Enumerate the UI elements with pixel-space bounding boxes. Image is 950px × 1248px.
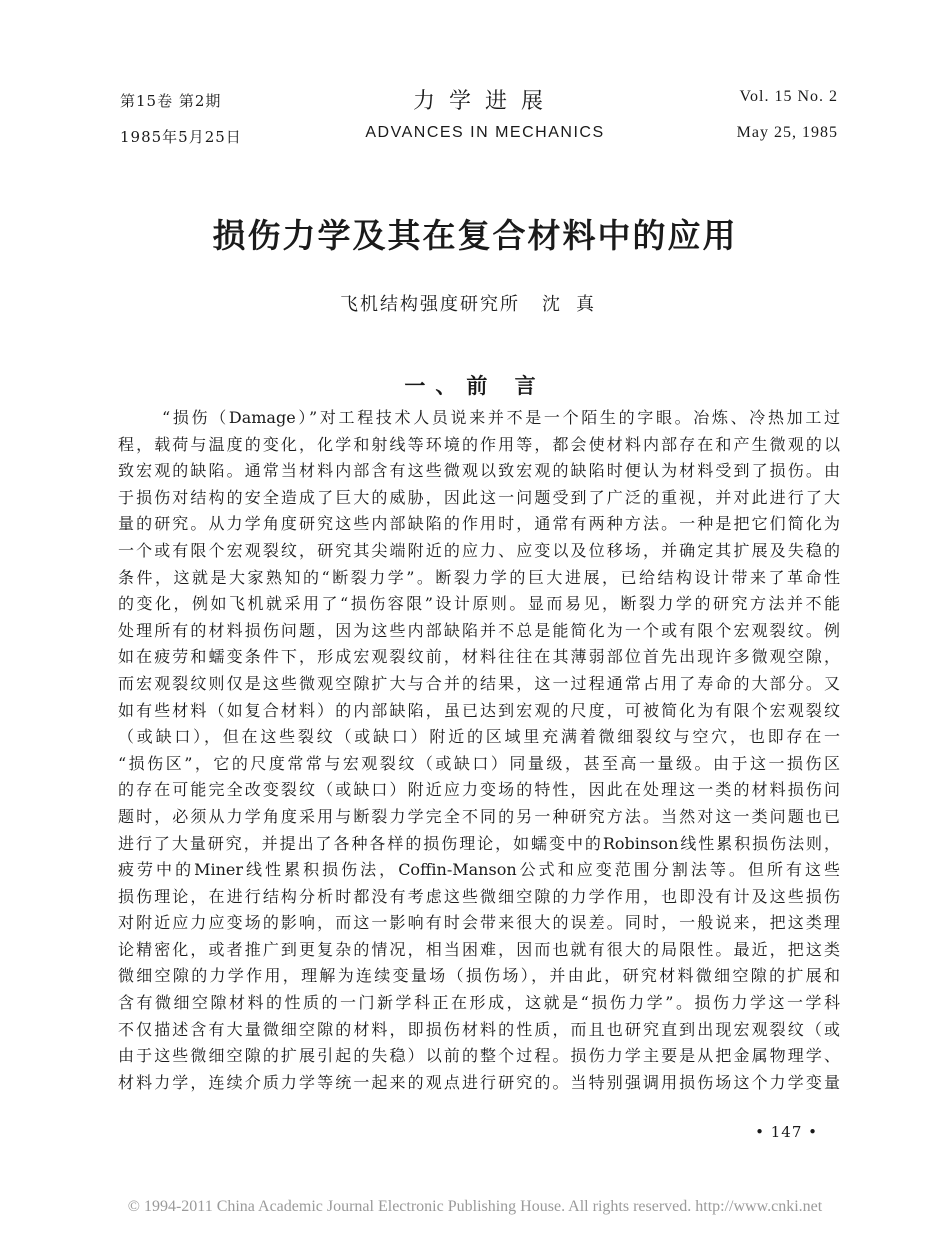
- author-affiliation: 飞机结构强度研究所: [340, 294, 520, 315]
- text-line: 如在疲劳和蠕变条件下，形成宏观裂纹前，材料往往在其薄弱部位首先出现许多微观空隙，: [118, 647, 840, 667]
- text-line: 微细空隙的力学作用，理解为连续变量场（损伤场），并由此，研究材料微细空隙的扩展和: [118, 966, 840, 986]
- text-line: 条件，这就是大家熟知的“断裂力学”。断裂力学的巨大进展，已给结构设计带来了革命性: [118, 567, 840, 587]
- author-name: 沈真: [542, 294, 610, 315]
- text-line: 进行了大量研究，并提出了各种各样的损伤理论，如蠕变中的Robinson线性累积损伤法则，: [118, 833, 840, 853]
- publication-date-en: May 25, 1985: [736, 124, 838, 141]
- text-line: 题时，必须从力学角度采用与断裂力学完全不同的另一种研究方法。当然对这一类问题也已: [118, 806, 840, 826]
- text-line: 一个或有限个宏观裂纹，研究其尖端附近的应力、应变以及位移场，并确定其扩展及失稳的: [118, 540, 840, 560]
- text-line: 处理所有的材料损伤问题，因为这些内部缺陷并不总是能简化为一个或有限个宏观裂纹。例: [118, 620, 840, 640]
- page-number: • 147 •: [755, 1123, 818, 1141]
- text-line: 疲劳中的Miner线性累积损伤法，Coffin-Manson公式和应变范围分割法等。但所有这些: [118, 860, 840, 880]
- text-line: 致宏观的缺陷。通常当材料内部含有这些微观以致宏观的缺陷时便认为材料受到了损伤。由: [118, 461, 840, 481]
- text-line: 论精密化，或者推广到更复杂的情况，相当困难，因而也就有很大的局限性。最近，把这类: [118, 939, 840, 959]
- volume-issue-en: Vol. 15 No. 2: [739, 88, 838, 105]
- text-line: （或缺口），但在这些裂纹（或缺口）附近的区域里充满着微细裂纹与空穴，也即存在一: [118, 727, 840, 747]
- journal-header: [0, 82, 950, 152]
- journal-title-cn: 力学进展: [412, 89, 557, 114]
- journal-title-en: ADVANCES IN MECHANICS: [365, 124, 605, 141]
- text-line: 含有微细空隙材料的性质的一门新学科正在形成，这就是“损伤力学”。损伤力学这一学科: [118, 993, 840, 1013]
- paper-title: 损伤力学及其在复合材料中的应用: [212, 216, 738, 255]
- text-line: 损伤理论，在进行结构分析时都没有考虑这些微细空隙的力学作用，也即没有计及这些损伤: [118, 886, 840, 906]
- section-heading: 一、前 言: [404, 374, 546, 398]
- author-line: [0, 290, 950, 316]
- text-line: 对附近应力应变场的影响，而这一影响有时会带来很大的误差。同时，一般说来，把这类理: [118, 913, 840, 933]
- text-line: 不仅描述含有大量微细空隙的材料，即损伤材料的性质，而且也研究直到出现宏观裂纹（或: [118, 1019, 840, 1039]
- text-line: 量的研究。从力学角度研究这些内部缺陷的作用时，通常有两种方法。一种是把它们简化为: [118, 514, 840, 534]
- body-paragraph: [118, 405, 840, 1096]
- text-line: “损伤（Damage）”对工程技术人员说来并不是一个陌生的字眼。冶炼、冷热加工过: [162, 408, 840, 427]
- text-line: 而宏观裂纹则仅是这些微观空隙扩大与合并的结果，这一过程通常占用了寿命的大部分。又: [118, 673, 840, 693]
- text-line: 于损伤对结构的安全造成了巨大的威胁，因此这一问题受到了广泛的重视，并对此进行了大: [118, 487, 840, 507]
- text-line: 材料力学，连续介质力学等统一起来的观点进行研究的。当特别强调用损伤场这个力学变量: [118, 1072, 840, 1092]
- text-line: 的存在可能完全改变裂纹（或缺口）附近应力变场的特性，因此在处理这一类的材料损伤问: [118, 780, 840, 800]
- text-line: “损伤区”，它的尺度常常与宏观裂纹（或缺口）同量级，甚至高一量级。由于这一损伤区: [118, 753, 840, 773]
- volume-issue: 第15卷 第2期: [120, 92, 222, 110]
- copyright-footer: © 1994-2011 China Academic Journal Electronic Publishing House. All rights reserved. http://www.cnki.net: [127, 1198, 823, 1215]
- text-line: 由于这些微细空隙的扩展引起的失稳）以前的整个过程。损伤力学主要是从把金属物理学、: [118, 1046, 840, 1066]
- text-line: 的变化，例如飞机就采用了“损伤容限”设计原则。显而易见，断裂力学的研究方法并不能: [118, 594, 840, 614]
- publication-date: 1985年5月25日: [120, 128, 242, 146]
- text-line: 如有些材料（如复合材料）的内部缺陷，虽已达到宏观的尺度，可被简化为有限个宏观裂纹: [118, 700, 840, 720]
- text-line: 程，载荷与温度的变化，化学和射线等环境的作用等，都会使材料内部存在和产生微观的以: [118, 434, 840, 454]
